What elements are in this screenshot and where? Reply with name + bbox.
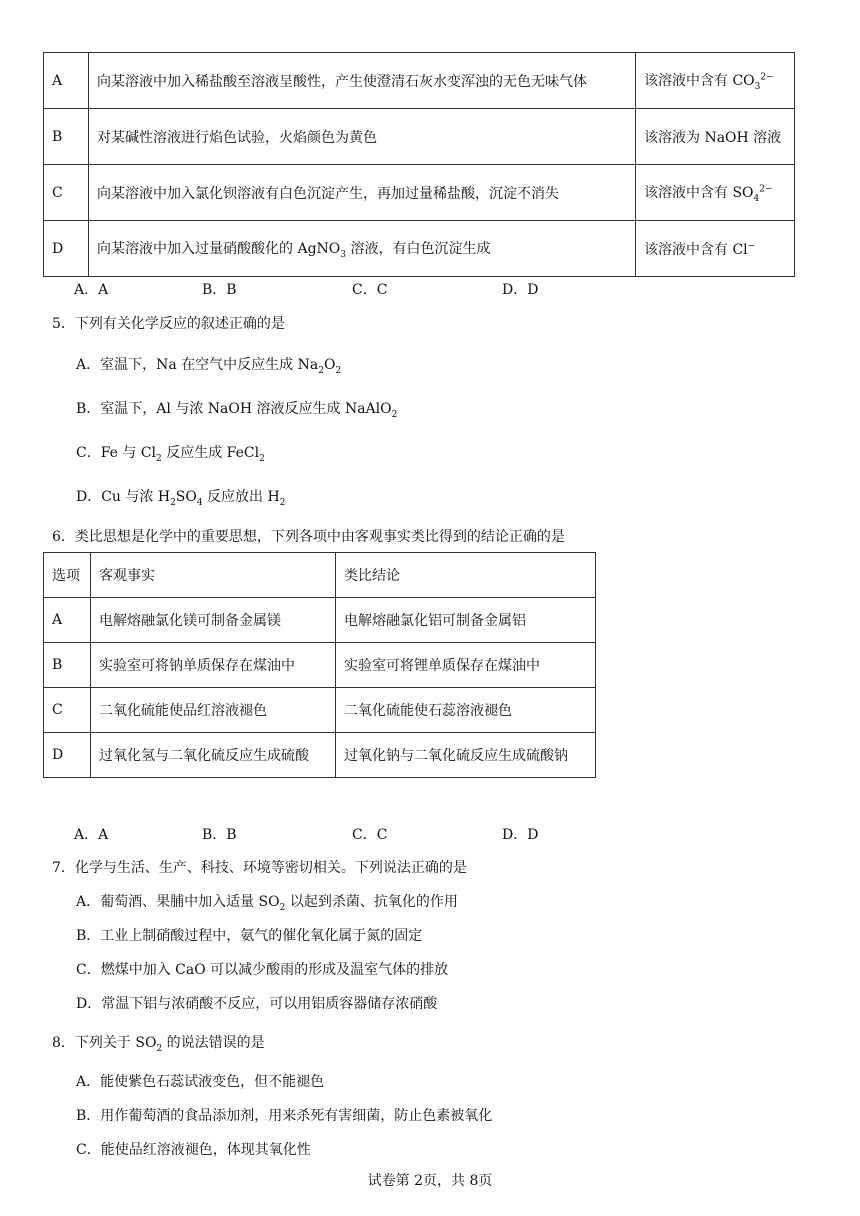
question7-stem: 7．化学与生活、生产、科技、环境等密切相关。下列说法正确的是 [52, 860, 467, 876]
question6-stem: 6．类比思想是化学中的重要思想，下列各项中由客观事实类比得到的结论正确的是 [52, 529, 565, 545]
option-cell: D [44, 221, 89, 277]
option-cell: B [44, 643, 91, 688]
choice-a[interactable]: A．A [74, 282, 109, 298]
table-row [44, 598, 596, 643]
question7-option-c[interactable]: C．燃煤中加入 CaO 可以减少酸雨的形成及温室气体的排放 [76, 962, 449, 978]
conclusion-cell: 该溶液为 NaOH 溶液 [636, 109, 795, 165]
question8-option-c[interactable]: C．能使品红溶液褪色，体现其氧化性 [76, 1142, 311, 1158]
question7-option-b[interactable]: B．工业上制硝酸过程中，氨气的催化氧化属于氮的固定 [76, 928, 423, 944]
operation-cell: 向某溶液中加入稀盐酸至溶液呈酸性，产生使澄清石灰水变浑浊的无色无味气体 [89, 53, 636, 109]
choice-b[interactable]: B．B [202, 282, 237, 298]
question8-option-b[interactable]: B．用作葡萄酒的食品添加剂，用来杀死有害细菌，防止色素被氧化 [76, 1108, 493, 1124]
fact-cell: 实验室可将钠单质保存在煤油中 [91, 643, 336, 688]
operation-cell: 对某碱性溶液进行焰色试验，火焰颜色为黄色 [89, 109, 636, 165]
question6-table [43, 552, 596, 778]
table-row [44, 165, 795, 221]
conclusion-cell: 电解熔融氯化铝可制备金属铝 [336, 598, 596, 643]
fact-cell: 过氧化氢与二氧化硫反应生成硫酸 [91, 733, 336, 778]
question8-option-a[interactable]: A．能使紫色石蕊试液变色，但不能褪色 [76, 1074, 325, 1090]
question5-option-b[interactable]: B．室温下，Al 与浓 NaOH 溶液反应生成 NaAlO$_2$ [76, 401, 398, 420]
option-cell: C [44, 165, 89, 221]
conclusion-cell: 二氧化硫能使石蕊溶液褪色 [336, 688, 596, 733]
choice-d[interactable]: D．D [502, 827, 539, 843]
header-cell: 选项 [44, 553, 91, 598]
table-row [44, 221, 795, 277]
choice-c[interactable]: C．C [352, 282, 388, 298]
fact-cell: 二氧化硫能使品红溶液褪色 [91, 688, 336, 733]
choice-d[interactable]: D．D [502, 282, 539, 298]
table-row [44, 643, 596, 688]
question7-option-d[interactable]: D．常温下铝与浓硝酸不反应，可以用铝质容器储存浓硝酸 [76, 996, 438, 1012]
question5-option-c[interactable]: C．Fe 与 $Cl_2$ 反应生成 FeCl$_2$ [76, 445, 265, 464]
option-cell: A [44, 53, 89, 109]
table-row [44, 688, 596, 733]
operation-cell: 向某溶液中加入过量硝酸酸化的 AgNO$_3$ 溶液，有白色沉淀生成 [89, 221, 636, 277]
operation-cell: 向某溶液中加入氯化钡溶液有白色沉淀产生，再加过量稀盐酸，沉淀不消失 [89, 165, 636, 221]
choice-b[interactable]: B．B [202, 827, 237, 843]
option-cell: A [44, 598, 91, 643]
conclusion-cell: 实验室可将锂单质保存在煤油中 [336, 643, 596, 688]
conclusion-cell: 该溶液中含有 $SO_4^{2-}$ [636, 165, 795, 221]
header-cell: 类比结论 [336, 553, 596, 598]
choice-a[interactable]: A．A [74, 827, 109, 843]
table-row [44, 109, 795, 165]
question4-table [43, 52, 795, 277]
question8-stem: 8．下列关于 $SO_2$ 的说法错误的是 [52, 1035, 265, 1054]
question5-option-d[interactable]: D．Cu 与浓 $H_2SO_4$ 反应放出 $H_2$ [76, 489, 286, 508]
table-row [44, 53, 795, 109]
question5-stem: 5．下列有关化学反应的叙述正确的是 [52, 316, 285, 332]
conclusion-cell: 该溶液中含有 Cl− [636, 221, 795, 277]
header-cell: 客观事实 [91, 553, 336, 598]
question5-option-a[interactable]: A．室温下，Na 在空气中反应生成 $Na_2O_2$ [76, 357, 342, 376]
option-cell: D [44, 733, 91, 778]
option-cell: B [44, 109, 89, 165]
table-header-row [44, 553, 596, 598]
table-row [44, 733, 596, 778]
page-footer: 试卷第 2页，共 8页 [367, 1173, 493, 1189]
fact-cell: 电解熔融氯化镁可制备金属镁 [91, 598, 336, 643]
conclusion-cell: 该溶液中含有 $CO_3^{2-}$ [636, 53, 795, 109]
option-cell: C [44, 688, 91, 733]
question7-option-a[interactable]: A．葡萄酒、果脯中加入适量 $SO_2$ 以起到杀菌、抗氧化的作用 [76, 894, 458, 913]
conclusion-cell: 过氧化钠与二氧化硫反应生成硫酸钠 [336, 733, 596, 778]
choice-c[interactable]: C．C [352, 827, 388, 843]
